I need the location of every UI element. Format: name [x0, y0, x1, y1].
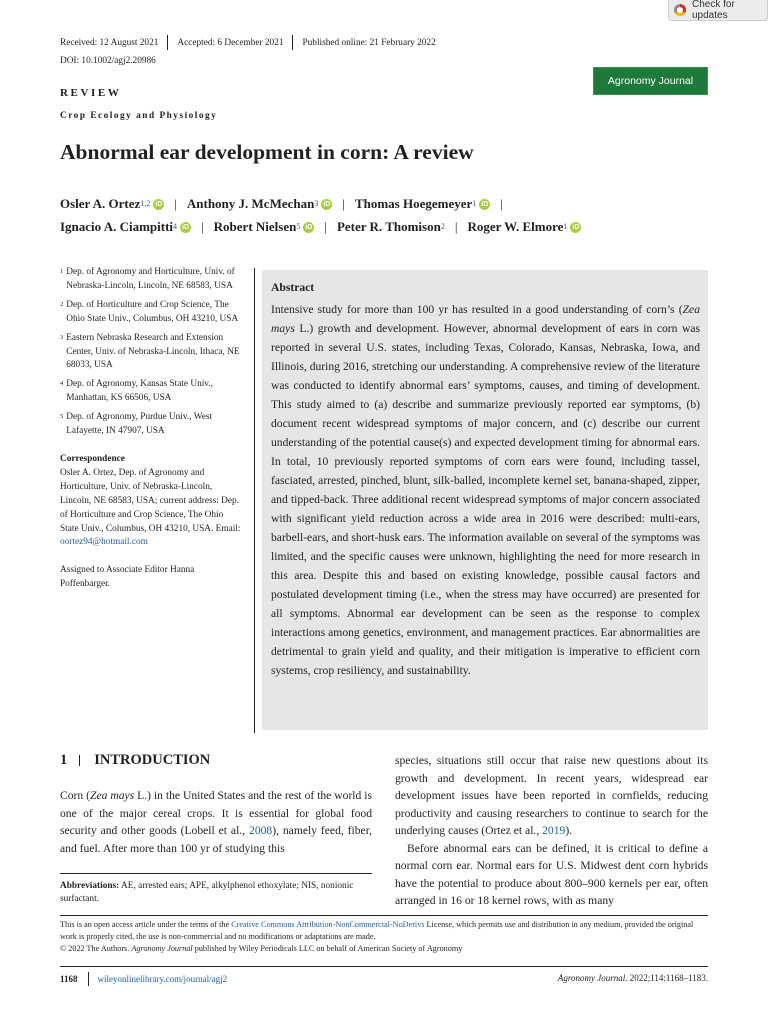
author-affil: 2 [440, 221, 445, 231]
page-footer [60, 972, 227, 986]
crossmark-icon [674, 4, 686, 16]
journal-logo[interactable]: Agronomy Journal [593, 67, 708, 95]
published-date: Published online: 21 February 2022 [302, 37, 436, 48]
divider [292, 35, 293, 50]
divider [79, 755, 80, 766]
orcid-icon[interactable]: iD [155, 200, 163, 208]
affiliation: $^1$ Dep. of Agronomy and Horticulture, Univ. of Nebraska-Lincoln, Lincoln, NE 68583, USA [60, 267, 235, 291]
email-link[interactable]: oortez94@hotmail.com [60, 537, 148, 548]
divider [88, 972, 89, 986]
abbreviations: Abbreviations: AE, arrested ears; APE, alkylphenol ethoxylate; NIS, nonionic surfactant. [60, 881, 354, 904]
author-list-row-1 [60, 196, 513, 212]
author-name[interactable]: Roger W. Elmore [467, 219, 564, 234]
abstract-box [262, 270, 708, 730]
divider [167, 35, 168, 50]
license-note: This is an open access article under the terms of the Creative Commons Attribution-NonCommercial-NoDerivs License, which permits use and distribution in any medium, provided the original work is properly cited, the use is non-commercial and no modifications or adaptations are made. © 2022 The Authors. Agronomy Journal published by Wiley Periodicals LLC on behalf of American Society of Agronomy [60, 920, 694, 953]
page-number: 1168 [60, 974, 78, 984]
received-date: Received: 12 August 2021 [60, 37, 159, 48]
author-name[interactable]: Robert Nielsen [213, 219, 297, 234]
affiliation: $^3$ Eastern Nebraska Research and Extension Center, Univ. of Nebraska-Lincoln, Ithaca, NE 68033, USA [60, 332, 240, 371]
body-text-right: species, situations still occur that raise new questions about its growth and development. In recent years, widespread ear development issues have been reported in cornfields, reducing productivity and causing researchers to continue to search for the underlying causes (Ortez et al., 2019). Before abnormal ears can be defined, it is critical to define a normal corn ear. Normal ears for U.S. Midwest dent corn hybrids have the potential to produce about 800–900 kernels per ear, often arranged in 16 or 18 kernel rows, with as many [395, 754, 708, 907]
check-for-updates-button[interactable] [668, 0, 768, 21]
abstract-text: Intensive study for more than 100 yr has resulted in a good understanding of corn’s (Zea mays L.) growth and development. However, abnormal development of ears in corn was reported in several U.S. states, including Texas, Colorado, Kansas, Nebraska, Iowa, and Illinois, during 2016, stretching our understanding. A comprehensive review of the literature was conducted to identify abnormal ears’ symptoms, causes, and timing of development. This study aimed to (a) describe and summarize previously reported ear symptoms, (b) document recent widespread symptoms of major concern, and (c) describe our current understanding of the potential cause(s) and expected development timing for abnormal ears. In total, 10 previously reported symptoms of corn ears were found, including tassel, fasciated, arrested, pinched, blunt, silk-balled, incomplete kernel set, banana-shaped, zipper, and tipped-back. Three additional recent widespread symptoms of major concern associated with significant yield reduction across a wide area in 2016 were described: multi-ears, barbell-ears, and short-husk ears. The information available on several of the symptoms was limited, and the specific causes were unknown, highlighting the need for more research in this area. Despite this and based on existing knowledge, possible causal factors and postulated development timing (i.e., when the stress may have occurred) are presented for all symptoms. Abnormal ear development can be seen as the response to complex interactions among genetics, environment, and management practices. Ear abnormalities are detrimental to grain yield and quality, and their mitigation is imperative to efficient corn systems, crop resiliency, and sustainability. [271, 303, 700, 677]
author-name[interactable]: Anthony J. McMechan [186, 196, 315, 211]
section-heading: 1 INTRODUCTION [60, 752, 211, 768]
journal-url[interactable]: wileyonlinelibrary.com/journal/agj2 [97, 974, 228, 984]
author-name[interactable]: Thomas Hoegemeyer [354, 196, 473, 211]
author-separator: | [174, 196, 177, 211]
author-affil: 1 [563, 221, 568, 231]
author-separator: | [500, 196, 503, 211]
author-separator: | [324, 219, 327, 234]
affiliation: $^2$ Dep. of Horticulture and Crop Science, The Ohio State Univ., Columbus, OH 43210, USA [60, 299, 239, 324]
article-dates [60, 35, 436, 50]
affiliation: $^5$ Dep. of Agronomy, Purdue Univ., West Lafayette, IN 47907, USA [60, 412, 213, 437]
footnote-rule [60, 873, 372, 874]
citation-link[interactable]: 2019 [542, 824, 566, 837]
author-separator: | [342, 196, 345, 211]
footer-rule [60, 966, 708, 967]
license-link[interactable]: Creative Commons Attribution-NonCommercial-NoDerivs [231, 920, 425, 929]
orcid-icon[interactable]: iD [305, 223, 313, 231]
journal-citation: Agronomy Journal. 2022;114:1168–1183. [557, 973, 708, 983]
abstract-heading: Abstract [271, 281, 315, 294]
author-list-row-2 [60, 219, 581, 235]
license-rule [60, 915, 708, 916]
accepted-date: Accepted: 6 December 2021 [177, 37, 284, 48]
author-affil: 1,2 [140, 198, 151, 208]
author-affil: 4 [173, 221, 178, 231]
affiliation: $^4$ Dep. of Agronomy, Kansas State Univ., Manhattan, KS 66506, USA [60, 379, 213, 404]
affiliations-column [60, 266, 242, 592]
correspondence-heading: Correspondence [60, 453, 125, 464]
article-title: Abnormal ear development in corn: A review [60, 140, 474, 164]
author-name[interactable]: Ignacio A. Ciampitti [60, 219, 174, 234]
check-for-updates-label: Check for updates [692, 0, 735, 21]
correspondence-text: Osler A. Ortez, Dep. of Agronomy and Horticulture, Univ. of Nebraska-Lincoln, Lincoln, NE 68583, USA; current address: Dep. of Horticulture and Crop Science, The Ohio State Univ., Columbus, OH 43210, USA. Email: oortez94@hotmail.com [60, 467, 241, 548]
orcid-icon[interactable]: iD [182, 223, 190, 231]
author-name[interactable]: Osler A. Ortez [60, 196, 141, 211]
author-affil: 3 [314, 198, 319, 208]
orcid-icon[interactable]: iD [323, 200, 331, 208]
orcid-icon[interactable]: iD [481, 200, 489, 208]
doi: DOI: 10.1002/agj2.20986 [60, 56, 156, 66]
orcid-icon[interactable]: iD [572, 223, 580, 231]
citation-link[interactable]: 2008 [249, 824, 273, 837]
author-affil: 5 [296, 221, 301, 231]
author-separator: | [454, 219, 458, 234]
author-name[interactable]: Peter R. Thomison [336, 219, 441, 234]
author-separator: | [201, 219, 204, 234]
author-affil: 1 [472, 198, 477, 208]
article-type: REVIEW [60, 87, 122, 99]
column-divider [254, 268, 255, 733]
article-section: Crop Ecology and Physiology [60, 111, 218, 121]
body-text-left: Corn (Zea mays L.) in the United States and the rest of the world is one of the major cereal crops. It is essential for global food security and other goods (Lobell et al., 2008), namely feed, fiber, and fuel. After more than 100 yr of studying this [60, 789, 372, 855]
editor-note: Assigned to Associate Editor Hanna Poffenbarger. [60, 565, 195, 590]
